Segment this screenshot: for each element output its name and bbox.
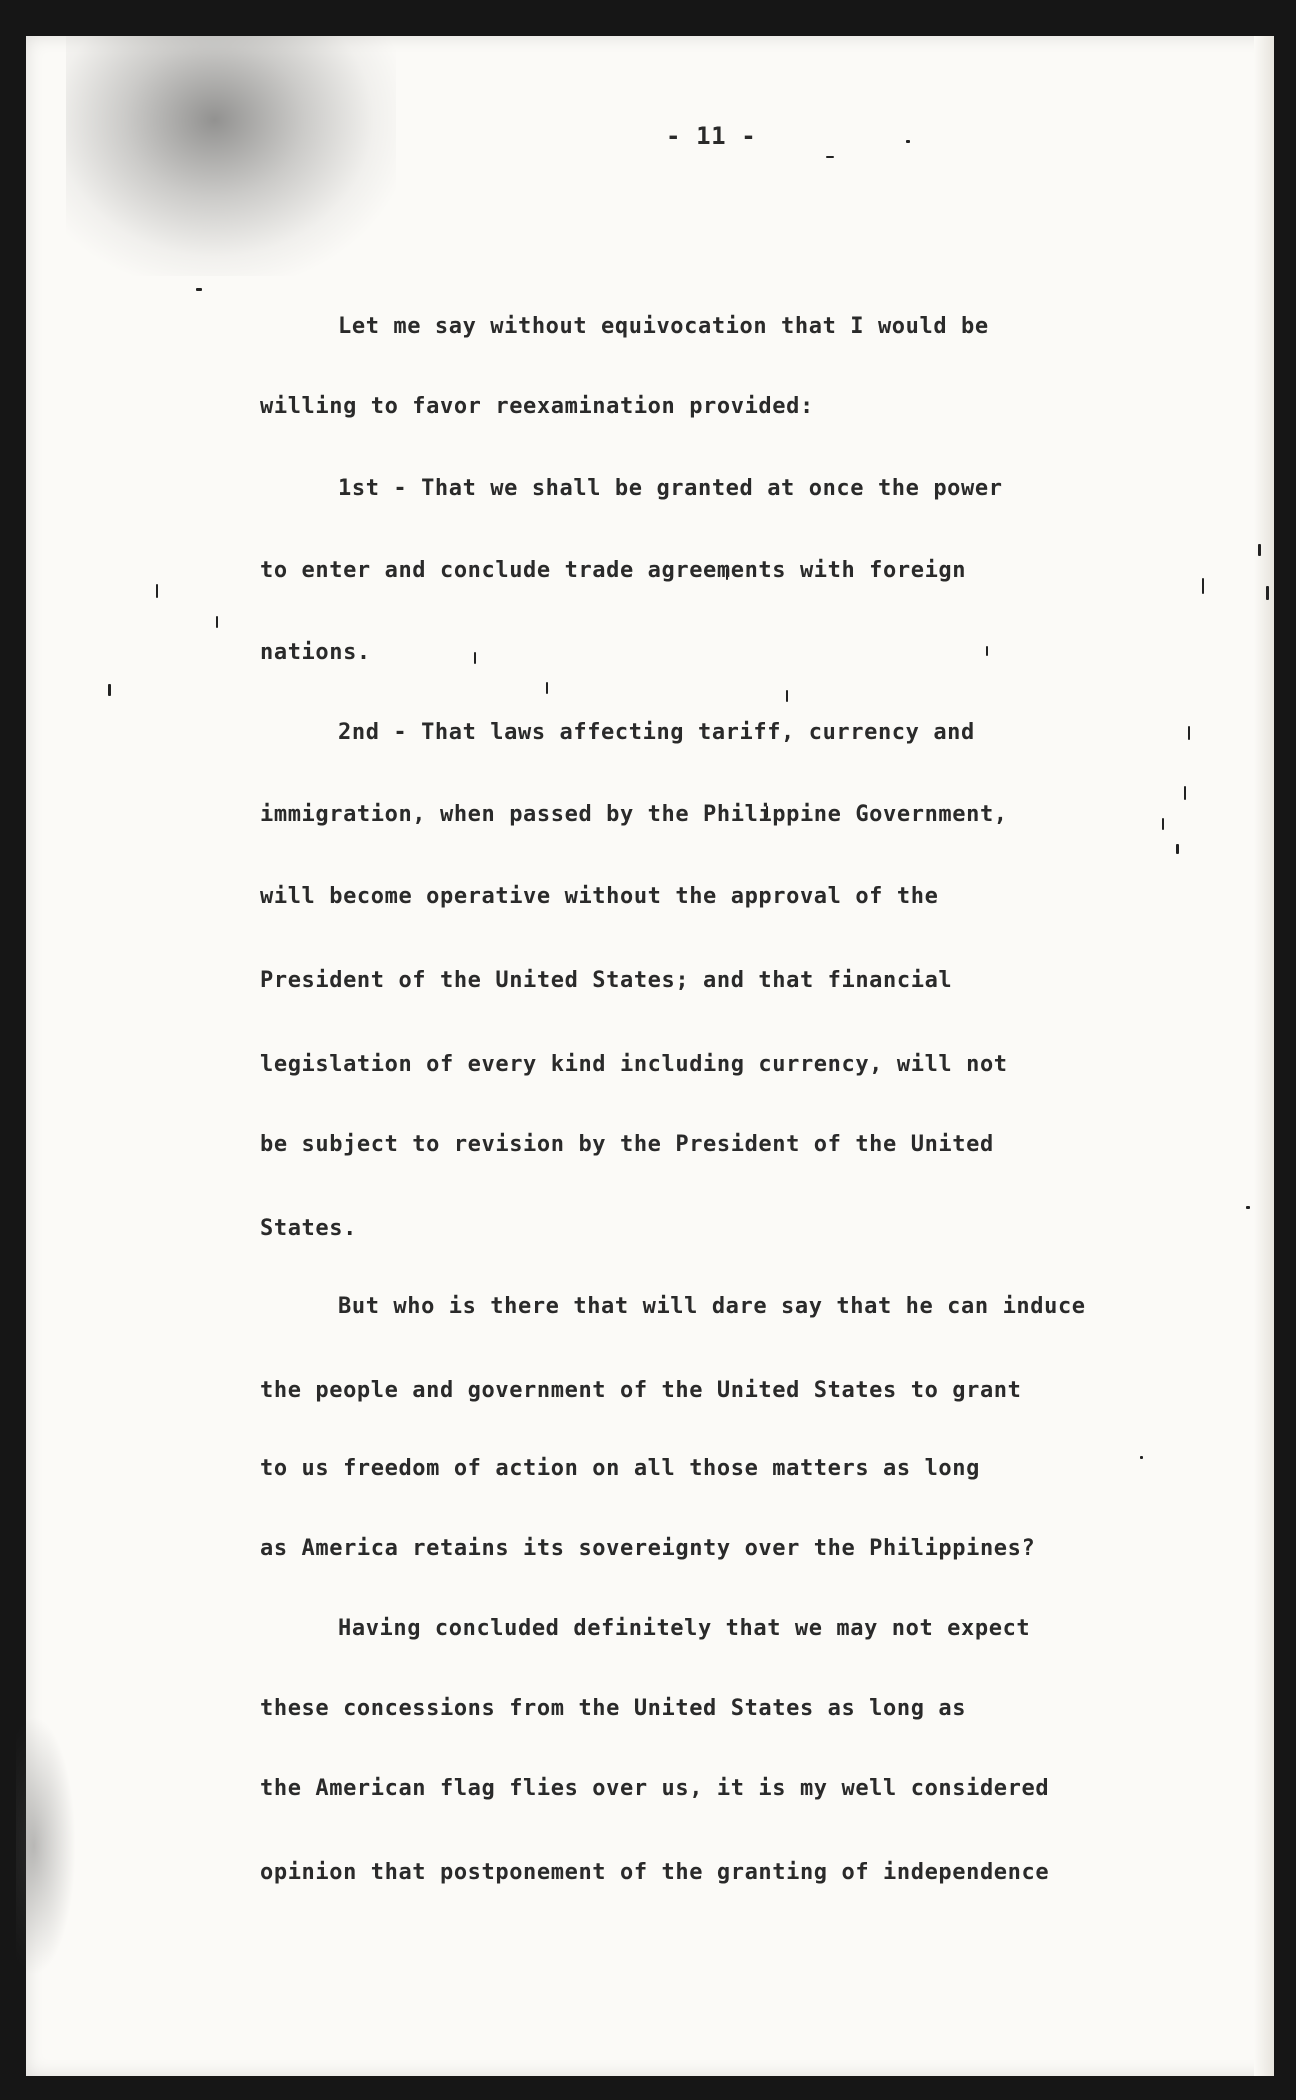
- text-line: Having concluded definitely that we may not expect: [338, 1616, 1031, 1641]
- text-line: legislation of every kind including currency, will not: [260, 1052, 1008, 1077]
- text-line: States.: [260, 1216, 357, 1241]
- text-line: will become operative without the approval of the: [260, 884, 939, 909]
- page-number: - 11 -: [666, 122, 757, 150]
- text-line: to enter and conclude trade agreements with foreign: [260, 558, 967, 583]
- text-line: Let me say without equivocation that I would be: [338, 314, 989, 339]
- typed-text: [26, 36, 1274, 2076]
- document-page: [26, 36, 1274, 2076]
- text-line: nations.: [260, 640, 371, 665]
- text-line: be subject to revision by the President of the United: [260, 1132, 994, 1157]
- text-line: But who is there that will dare say that he can induce: [338, 1294, 1086, 1319]
- text-line: the people and government of the United States to grant: [260, 1378, 1022, 1403]
- text-line: the American flag flies over us, it is my well considered: [260, 1776, 1050, 1801]
- text-line: as America retains its sovereignty over the Philippines?: [260, 1536, 1036, 1561]
- text-line: 1st - That we shall be granted at once the power: [338, 476, 1003, 501]
- text-line: immigration, when passed by the Philippine Government,: [260, 802, 1008, 827]
- text-line: President of the United States; and that financial: [260, 968, 953, 993]
- text-line: willing to favor reexamination provided:: [260, 394, 814, 419]
- text-line: 2nd - That laws affecting tariff, currency and: [338, 720, 975, 745]
- text-line: opinion that postponement of the granting of independence: [260, 1860, 1050, 1885]
- text-line: to us freedom of action on all those matters as long: [260, 1456, 980, 1481]
- text-line: these concessions from the United States as long as: [260, 1696, 967, 1721]
